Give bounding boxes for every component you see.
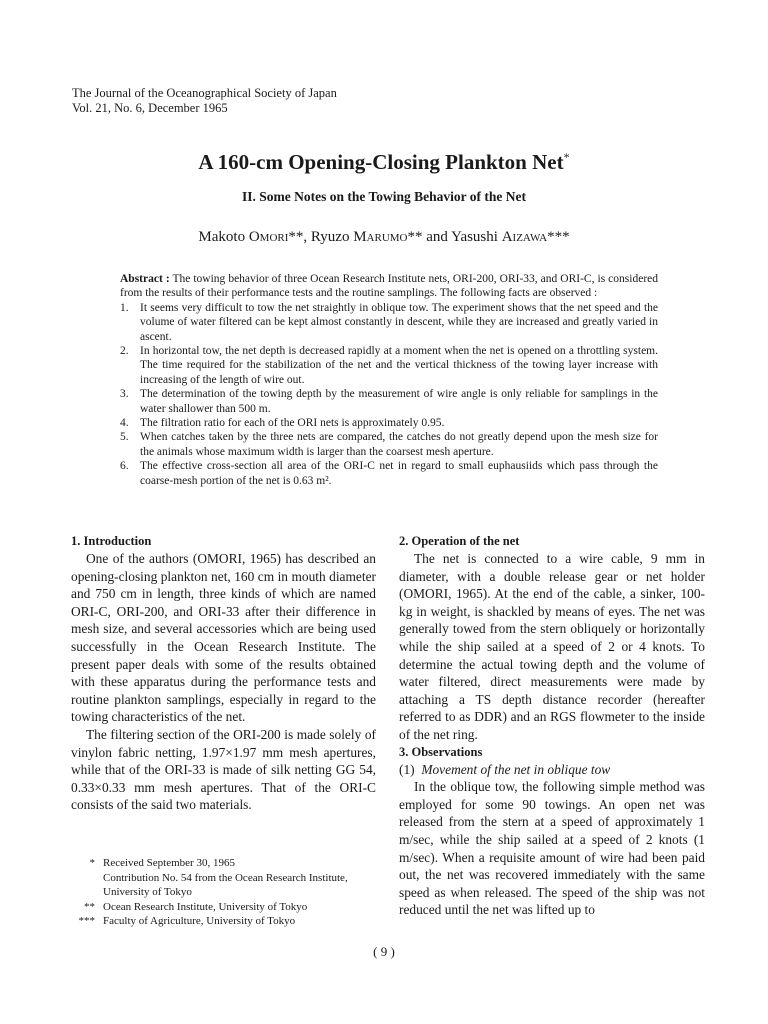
author-family-name: Omori (248, 229, 289, 245)
author-separator: and (422, 229, 452, 245)
item-text: The filtration ratio for each of the ORI nets is approximately 0.95. (140, 417, 445, 430)
author-2 (311, 229, 423, 245)
page-number: ( 9 ) (373, 944, 395, 959)
item-number: 5. (120, 431, 129, 444)
paper-subtitle: II. Some Notes on the Towing Behavior of the Net (241, 189, 526, 204)
paragraph: The net is connected to a wire cable, 9 mm in diameter, with a double release gear or net holder (OMORI, 1965). At the end of the cable, a sinker, 100-kg in weight, is shackled by means of eyes. The net was generally towed from the stern obliquely or horizontally while the ship sailed at a speed of 2 or 4 knots. To determine the actual towing depth and the volume of water filtered, direct measurements were made by attaching a TS depth distance recorder (hereafter referred to as DDR) and an RGS flowmeter to the inside of the net ring. (399, 551, 705, 742)
paragraph: The filtering section of the ORI-200 is made solely of vinylon fabric netting, 1.97×1.97 mm mesh apertures, while that of the ORI-33 is made of silk netting GG 54, 0.33×0.33 mm mesh apertures. That of the ORI-C consists of the said two materials. (71, 726, 376, 813)
left-column (71, 533, 376, 814)
abstract (120, 272, 658, 488)
abstract-item (120, 416, 658, 430)
author-list (0, 229, 768, 246)
item-number: 2. (120, 345, 129, 358)
item-number: 1. (120, 301, 129, 314)
author-mark: *** (547, 229, 570, 245)
abstract-item (120, 301, 658, 344)
paragraph: In the oblique tow, the following simple method was employed for some 90 towings. An open net was released from the stern at a speed of approximately 1 m/sec, while the ship sailed at a speed of 2 knots (1 m/sec). When a requisite amount of wire had been paid out, the net was recovered immediately with the same speed as when released. The speed of the ship was not reduced until the net was lifted up to (399, 779, 705, 918)
footnotes (71, 856, 371, 929)
paper-title-text: A 160-cm Opening-Closing Plankton Net (198, 150, 564, 174)
item-text: It seems very difficult to tow the net straightly in oblique tow. The experiment shows that the net speed and the volume of water filtered can be kept almost constantly in descent, while they are increased and greatly varied in ascent. (140, 301, 658, 343)
footnote-line: Received September 30, 1965 (103, 857, 235, 869)
abstract-item (120, 344, 658, 387)
author-1 (198, 229, 303, 245)
author-separator: , (303, 229, 311, 245)
item-number: 4. (120, 417, 129, 430)
section-heading-observations: 3. Observations (399, 744, 483, 759)
abstract-intro (120, 272, 658, 301)
footnote (71, 914, 371, 929)
title-footnote-mark: * (563, 150, 570, 164)
author-given-name: Ryuzo (310, 229, 350, 245)
footnote-mark: ** (84, 900, 95, 913)
abstract-item (120, 387, 658, 416)
footnote-mark: * (89, 857, 95, 869)
footnote-line: Contribution No. 54 from the Ocean Research Institute, University of Tokyo (103, 871, 348, 898)
author-given-name: Yasushi (451, 229, 498, 245)
footnote (71, 856, 371, 900)
abstract-item (120, 430, 658, 459)
abstract-intro-text: The towing behavior of three Ocean Research Institute nets, ORI-200, ORI-33, and ORI-C, is considered from the results of their performance tests and the routine samplings. The following facts are observed : (120, 273, 658, 300)
item-number: 6. (120, 460, 129, 473)
item-text: The effective cross-section all area of the ORI-C net in regard to small euphausiids which pass through the coarse-mesh portion of the net is 0.63 m². (140, 460, 658, 487)
journal-volume: Vol. 21, No. 6, December 1965 (72, 101, 228, 115)
paragraph: One of the authors (OMORI, 1965) has described an opening-closing plankton net, 160 cm in mouth diameter and 750 cm in length, three kinds of which are named ORI-C, ORI-200, and ORI-33 after their difference in mesh size, and several accessories which are being used successfully in the Ocean Research Institute. The present paper deals with some of the results obtained with these apparatus during the performance tests and routine plankton samplings, especially in regard to the towing characteristics of the net. (71, 551, 376, 725)
abstract-label: Abstract : (120, 273, 170, 285)
author-given-name: Makoto (198, 229, 246, 245)
abstract-item (120, 459, 658, 488)
item-text: In horizontal tow, the net depth is decreased rapidly at a moment when the net is opened on a throttling system. The time required for the stabilization of the net and the vertical thickness of the towing layer increase with increasing of the length of wire out. (140, 345, 658, 386)
journal-header (72, 86, 337, 116)
author-mark: ** (288, 229, 304, 245)
author-family-name: Marumo (353, 229, 408, 245)
author-mark: ** (407, 229, 423, 245)
journal-name: The Journal of the Oceanographical Society of Japan (72, 86, 337, 100)
section-heading-introduction: 1. Introduction (71, 534, 152, 548)
author-family-name: Aizawa (501, 229, 548, 245)
subsection-number: (1) (399, 761, 415, 777)
footnote-line: Faculty of Agriculture, University of Tokyo (103, 915, 296, 927)
subsection-title: Movement of the net in oblique tow (421, 761, 611, 777)
footnote-line: Ocean Research Institute, University of Tokyo (103, 900, 308, 913)
abstract-list (120, 301, 658, 488)
right-column (399, 533, 705, 919)
subsection-heading (399, 761, 705, 779)
footnote-mark: *** (78, 915, 95, 927)
item-text: The determination of the towing depth by the measurement of wire angle is only reliable for samplings in the water shallower than 500 m. (140, 388, 658, 415)
item-number: 3. (120, 388, 129, 401)
footnote (71, 900, 371, 915)
author-3 (451, 229, 569, 245)
paper-title (0, 150, 768, 175)
item-text: When catches taken by the three nets are compared, the catches do not greatly depend upon the mesh size for the animals whose maximum width is larger than the coarsest mesh aperture. (140, 431, 658, 458)
section-heading-operation: 2. Operation of the net (399, 534, 520, 548)
